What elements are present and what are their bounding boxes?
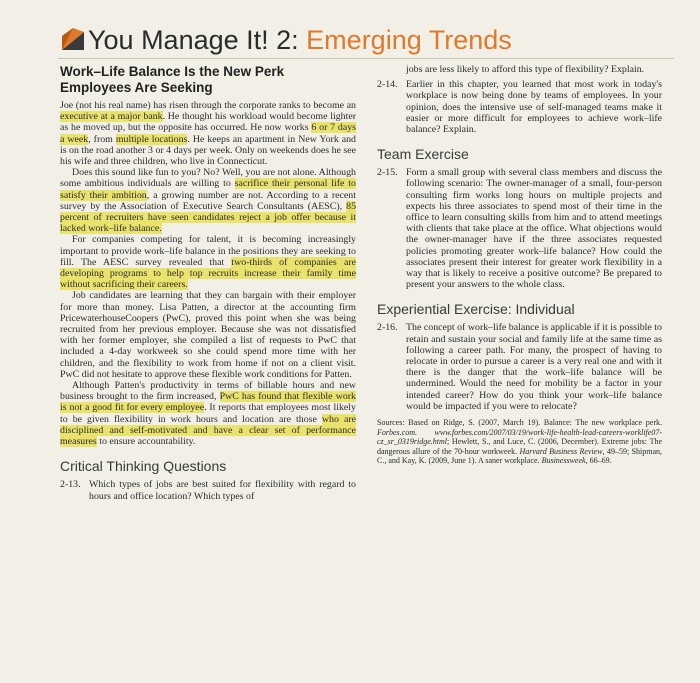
sources-text: ; Hewlett, S., and Luce, C. (2006, December). Extreme jobs: The dangerous allure of the 70-hour workweek. xyxy=(377,437,662,456)
article-text: . He keeps an apartment in New York and is on the road another 3 or 4 days per week. Only on weekends does he see his wife and three children, who live in Connecticut. xyxy=(60,133,356,168)
highlighted-text: sacrifice their personal life to satisfy their ambition xyxy=(60,178,356,201)
left-column xyxy=(60,64,356,506)
article-text: . It reports that employees most likely to be given flexibility in work hours and location are those xyxy=(60,402,356,425)
article-body xyxy=(60,100,356,447)
sources-label: Sources: xyxy=(377,418,405,428)
article-paragraph xyxy=(60,380,356,447)
article-paragraph xyxy=(60,290,356,380)
question-number: 2-16. xyxy=(377,322,398,334)
article-paragraph xyxy=(60,167,356,234)
title-rule xyxy=(58,58,674,59)
sources-text: , 66–69. xyxy=(585,456,612,466)
header xyxy=(60,22,660,58)
article-text: For companies competing for talent, it is becoming increasingly important to provide work–life balance in the positions they are seeking to fill. The AESC survey revealed that xyxy=(60,234,356,268)
sources-text: , 49–59; Shipman, C., and Kay, K. (2009, June 1). A saner workplace. xyxy=(377,446,663,466)
experiential-heading: Experiential Exercise: Individual xyxy=(377,301,575,318)
article-text: , from xyxy=(88,133,116,145)
critical-heading: Critical Thinking Questions xyxy=(60,458,227,475)
sources-text: Based on Ridge, S. (2007, March 19). Balance: The new workplace perk. xyxy=(404,418,662,428)
article-text: , a growing number are not. According to a recent survey by the Association of Executive Search Consultants (AESC), xyxy=(60,189,356,212)
highlighted-text: PwC has found that flexible work is not a good fit for every employee xyxy=(60,391,356,414)
highlighted-text: multiple locations xyxy=(115,133,188,145)
question-text: Earlier in this chapter, you learned that most work in today's workplace is now being done by teams of employees. In your opinion, does the intensive use of self-managed teams make it easier or more difficult for employees to achieve work–life balance? Explain. xyxy=(406,79,662,136)
article-text: Although Patten's productivity in terms of billable hours and new business brought to the firm increased, xyxy=(60,380,356,403)
article-text: . He thought his workload would become lighter as he moved up, but the opposite has occurred. He now works xyxy=(60,111,356,134)
highlighted-text: 85 percent of recruiters have seen candidates reject a job offer because it lacked work–life balance. xyxy=(60,200,356,235)
highlighted-text: two-thirds of companies are developing programs to help top recruits increase their family time without sacrificing their careers. xyxy=(60,256,356,291)
question-number: 2-13. xyxy=(60,479,81,491)
page-title xyxy=(88,22,512,58)
question-number: 2-14. xyxy=(377,79,398,91)
sources-businessweek: Businessweek xyxy=(541,456,586,466)
article-title: Work–Life Balance Is the New Perk Employees Are Seeking xyxy=(60,64,285,95)
article-text: Job candidates are learning that they can bargain with their employer for more than money. Lisa Patten, a director at the accounting firm PricewaterhouseCoopers (PwC), proved this point when she was being recruited from her previous employer. Because she was not dissatisfied with her former employer, she compiled a list of requests to PwC that included a 4-day workweek so she could spend more time with her children, and the flexibility to work from home if not on a client visit. PwC did not hesitate to approve these flexible work conditions for Patten. xyxy=(60,290,356,380)
article-text: Joe (not his real name) has risen through the corporate ranks to become an xyxy=(60,100,356,111)
question-2-15 xyxy=(377,167,662,290)
question-2-13-continued: jobs are less likely to afford this type of flexibility? Explain. xyxy=(406,64,645,75)
sources-forbes: Forbes.com. www.forbes.com/2007/03/19/work-life-health-lead-careers-worklife07-cz_sr_0319ridge.html xyxy=(377,427,662,447)
question-2-13 xyxy=(60,479,356,501)
right-column xyxy=(377,64,662,466)
sources xyxy=(377,418,662,466)
logo-icon xyxy=(60,26,86,52)
question-2-16 xyxy=(377,322,662,412)
question-2-14 xyxy=(377,79,662,135)
title-main: You Manage It! 2: xyxy=(88,25,307,55)
article-text: Does this sound like fun to you? No? Well, you are not alone. Although some ambitious individuals are willing to xyxy=(60,167,356,190)
article-paragraph xyxy=(60,234,356,290)
question-number: 2-15. xyxy=(377,167,398,179)
question-text: Which types of jobs are best suited for flexibility with regard to hours and office location? Which types of xyxy=(89,479,356,502)
article-text: to ensure accountability. xyxy=(96,436,196,448)
highlighted-text: 6 or 7 days a week xyxy=(60,122,357,145)
question-text: Form a small group with several class members and discuss the following scenario: The owner-manager of a small, four-person consulting firm works long hours on multiple projects and expects his three associates to spend most of their time in the office to learn consulting skills from him and to attend meetings with clients that take place at the office. What objections would the owner-manager have if the three associates requested policies promoting greater work–life balance? How could the associates present their interest for greater work flexibility in a way that is likely to receive a positive outcome? Be prepared to present your answers to the whole class. xyxy=(406,167,662,291)
sources-hbr: Harvard Business Review xyxy=(519,446,603,456)
highlighted-text: executive at a major bank xyxy=(60,111,163,123)
highlighted-text: who are disciplined and self-motivated and have a clear set of performance measures xyxy=(60,413,356,448)
article-paragraph xyxy=(60,100,356,167)
question-text: The concept of work–life balance is applicable if it is possible to retain and sustain your social and family life at the same time as following a career path. For many, the prospect of having to relocate in order to pursue a career is a very real one and with it there is the danger that the work–life balance will be undermined. Would the need for mobility be a factor in your intended career? How do you think your work–life balance would be impacted if you were to relocate? xyxy=(406,322,662,412)
team-heading: Team Exercise xyxy=(377,146,469,163)
title-accent: Emerging Trends xyxy=(306,25,512,55)
